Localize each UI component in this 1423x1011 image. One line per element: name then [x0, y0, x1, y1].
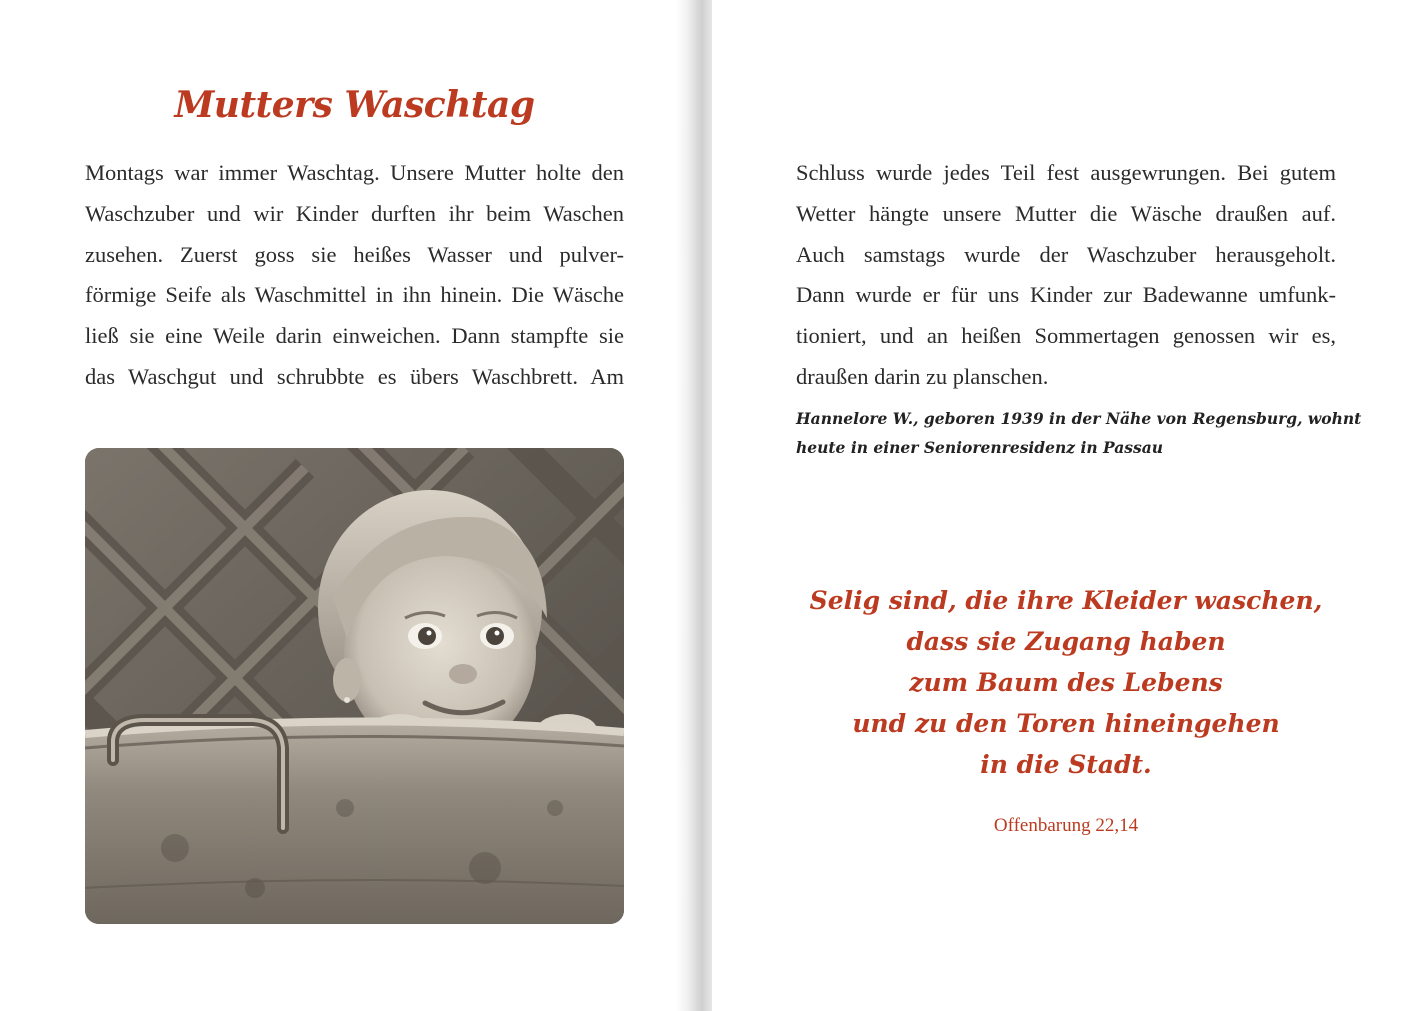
author-note-line: Hannelore W., geboren 1939 in der Nähe von Regensburg, wohnt — [796, 409, 1362, 428]
author-note — [796, 404, 1362, 462]
text-line: Schluss wurde jedes Teil fest ausgewrungen. Bei gutem — [796, 160, 1336, 185]
right-page — [712, 0, 1423, 1011]
text-line: zusehen. Zuerst goss sie heißes Wasser und pulver- — [85, 241, 624, 267]
verse-reference: Offenbarung 22,14 — [993, 815, 1139, 836]
verse-line: zum Baum des Lebens — [909, 668, 1223, 697]
photo-child-in-washtub — [85, 448, 624, 924]
verse-line: in die Stadt. — [980, 750, 1152, 779]
bible-verse — [796, 580, 1336, 785]
text-line: ließ sie eine Weile darin einweichen. Dann stampfte sie — [85, 323, 624, 349]
text-line: draußen darin zu planschen. — [796, 363, 1049, 389]
author-note-line: heute in einer Seniorenresidenz in Passau — [796, 438, 1164, 457]
text-line: Auch samstags wurde der Waschzuber herausgeholt. — [796, 241, 1336, 267]
left-page — [0, 0, 690, 1011]
story-text-part-1 — [85, 153, 624, 398]
story-text-part-2 — [796, 153, 1336, 398]
text-line: das Waschgut und schrubbte es übers Waschbrett. Am — [85, 363, 624, 389]
text-line: Montags war immer Waschtag. Unsere Mutter holte den — [85, 160, 624, 185]
text-line: Dann wurde er für uns Kinder zur Badewanne umfunk- — [796, 282, 1336, 308]
text-line: tioniert, und an heißen Sommertagen genossen wir es, — [796, 323, 1336, 349]
verse-line: Selig sind, die ihre Kleider waschen, — [809, 586, 1323, 615]
text-line: Waschzuber und wir Kinder durften ihr beim Waschen — [85, 200, 624, 226]
verse-line: dass sie Zugang haben — [906, 627, 1226, 656]
page-title: Mutters Waschtag — [174, 84, 535, 126]
verse-line: und zu den Toren hineingehen — [852, 709, 1280, 738]
text-line: Wetter hängte unsere Mutter die Wäsche draußen auf. — [796, 200, 1336, 226]
text-line: förmige Seife als Waschmittel in ihn hinein. Die Wäsche — [85, 282, 624, 308]
